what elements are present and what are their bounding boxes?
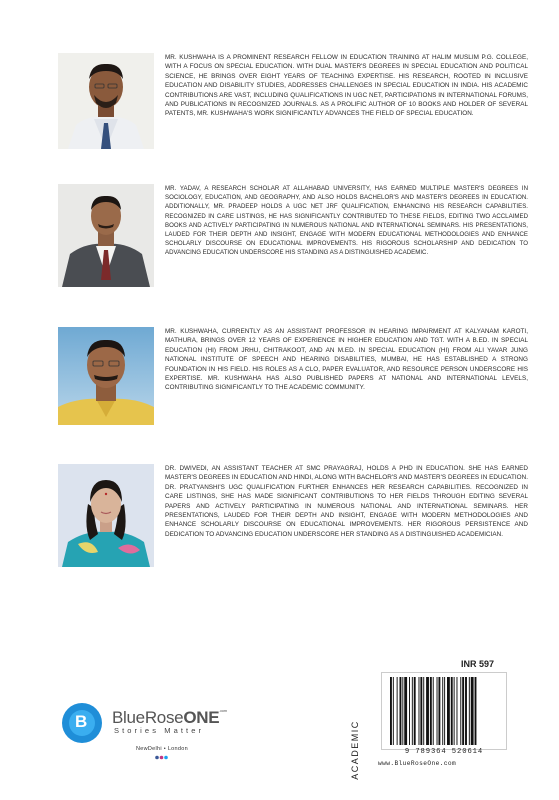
barcode-bar [402,677,403,745]
author-bio-3 [58,327,528,427]
barcode-bar [437,677,438,745]
instagram-icon [160,756,164,760]
publisher-name-part1: BlueRose [112,708,184,727]
author-photo-3 [58,327,154,425]
barcode-bar [442,677,443,745]
barcode-bar [469,677,470,745]
barcode-bar [404,677,407,745]
barcode-bars [388,677,500,745]
publisher-name-suffix: .com [219,708,227,713]
barcode-bar [430,677,432,745]
barcode-bar [423,677,424,745]
author-photo-2 [58,184,154,287]
category-label: ACADEMIC [350,720,360,780]
barcode-bar [420,677,422,745]
barcode-bar [475,677,477,745]
author-bio-text: MR. KUSHWAHA IS A PROMINENT RESEARCH FELLOW IN EDUCATION TRAINING AT HALIM MUSLIM P.G. COLLEGE, WITH A FOCUS ON SPECIAL EDUCATION. WITH DUAL MASTER'S DEGREES IN SPECIAL EDUCATION AND POLITICAL SCIENCE, HE BRINGS OVER EIGHT YEARS OF TEACHING EXPERTISE. HIS RESEARCH, ROOTED IN INCLUSIVE EDUCATION AND DISABILITY STUDIES, ADDRESSES CHALLENGES IN SPECIAL EDUCATION IN INDIA. HIS ACADEMIC CONTRIBUTIONS ARE VAST, INCLUDING QUALIFICATIONS IN UGC NET, PARTICIPATIONS IN INTERNATIONAL FORUMS, AND PUBLICATIONS IN RECOGNIZED JOURNALS. AS A PROLIFIC AUTHOR OF 10 BOOKS AND HOLDER OF SEVERAL PATENTS, MR. KUSHWAHA'S WORK SIGNIFICANTLY ADVANCES THE FIELD OF SPECIAL EDUCATION. [165,54,528,118]
barcode-bar [409,677,410,745]
barcode-bar [454,677,455,745]
barcode-bar [457,677,458,745]
author-bio-2 [58,184,528,292]
barcode-bar [444,677,445,745]
author-bio-4 [58,464,528,568]
publisher-name-part2: ONE [183,708,220,727]
publisher-website: www.BlueRoseOne.com [378,760,457,767]
publisher-logo [62,703,102,743]
author-bio-1 [58,53,528,153]
publisher-tagline: Stories Matter [114,726,205,735]
barcode-bar [390,677,392,745]
barcode-bar [447,677,450,745]
barcode-bar [462,677,464,745]
barcode-bar [433,677,434,745]
price-label: INR 597 [461,659,495,669]
barcode-bar [414,677,416,745]
barcode-bar [397,677,398,745]
isbn-number: 9 789364 520614 [404,748,484,756]
publisher-cities: NewDelhi • London [136,746,188,752]
author-photo-1 [58,53,154,149]
author-bio-text: DR. DWIVEDI, AN ASSISTANT TEACHER AT SMC PRAYAGRAJ, HOLDS A PHD IN EDUCATION. SHE HAS EARNED MASTER'S DEGREES IN EDUCATION AND HINDI, ALONG WITH BACHELOR'S AND MASTER'S DEGREES IN EDUCATION. DR. PRATYANSHI'S UGC QUALIFICATION FURTHER ENHANCES HER RESEARCH CAPABILITIES. RECOGNIZED IN CARE LISTINGS, SHE HAS MADE SIGNIFICANT CONTRIBUTIONS TO HER FIELDS THROUGH EDITING SEVERAL PAPERS AND ACTIVELY PARTICIPATING IN NUMEROUS NATIONAL AND INTERNATIONAL SEMINARS. HER PRESENTATIONS, LAUDED FOR THEIR DEPTH AND INSIGHT, ENGAGE WITH MODERN METHODOLOGIES AND ENHANCE SCHOLARLY DISCOURSE ON EDUCATIONAL IMPROVEMENTS. HER RIGOROUS PERSISTENCE AND DEDICATION TO ADVANCING EDUCATION UNDERSCORE HER STANDING AS A DISTINGUISHED ACADEMICIAN. [165,465,528,538]
barcode-bar [438,677,440,745]
author-bio-text: MR. YADAV, A RESEARCH SCHOLAR AT ALLAHABAD UNIVERSITY, HAS EARNED MULTIPLE MASTER'S DEGREES IN SOCIOLOGY, EDUCATION, AND GEOGRAPHY, AND ALSO HOLDS BACHELOR'S AND MASTER'S DEGREES IN EDUCATION. ADDITIONALLY, MR. PRADEEP HOLDS A UGC NET JRF QUALIFICATION, ENHANCING HIS RESEARCH CAPABILITIES. RECOGNIZED IN CARE LISTINGS, HE HAS SIGNIFICANTLY CONTRIBUTED TO THESE FIELDS, EDITING TWO ACCLAIMED BOOKS AND ACTIVELY PARTICIPATING IN NUMEROUS NATIONAL AND INTERNATIONAL SEMINARS. HIS PRESENTATIONS, LAUDED FOR THEIR DEPTH AND INSIGHT, ENGAGE WITH MODERN EDUCATIONAL METHODOLOGIES AND ENHANCE SCHOLARLY DISCOURSE ON EDUCATIONAL IMPROVEMENTS. HIS RIGOROUS SCHOLARSHIP AND DEDICATION TO ADVANCING EDUCATION UNDERSCORE HIS STANDING AS A DISTINGUISHED ACADEMIC. [165,185,528,257]
barcode-bar [412,677,413,745]
barcode-bar [465,677,467,745]
publisher-name [112,708,227,728]
barcode-bar [460,677,461,745]
barcode-bar [400,677,402,745]
twitter-icon [164,756,168,760]
barcode-bar [471,677,474,745]
social-icons [155,755,171,761]
barcode-bar [451,677,453,745]
barcode-bar [419,677,420,745]
author-photo-4 [58,464,154,567]
isbn-barcode [381,672,507,750]
publisher-logo-letter: B [75,712,88,731]
author-bio-text: MR. KUSHWAHA, CURRENTLY AS AN ASSISTANT PROFESSOR IN HEARING IMPAIRMENT AT KALYANAM KAROTI, MATHURA, BRINGS OVER 12 YEARS OF EXPERIENCE IN HIGHER EDUCATION AND TGT. WITH A B.ED. IN SPECIAL EDUCATION (HI) FROM JRHU, CHITRAKOOT, AND AN M.ED. IN SPECIAL EDUCATION (HI) FROM ALI YAVAR JUNG NATIONAL INSTITUTE OF SPEECH AND HEARING DISABILITIES, MUMBAI, HE HAS ESTABLISHED A STRONG FOUNDATION IN HIS FIELD. HIS ROLES AS A CLO, PAPER EVALUATOR, AND RESOURCE PERSON UNDERSCORE HIS EXPERTISE. MR. KUSHWAHA HAS ALSO PUBLISHED PAPERS AT NATIONAL AND INTERNATIONAL LEVELS, CONTRIBUTING SIGNIFICANTLY TO THE ACADEMIC COMMUNITY. [165,328,528,392]
barcode-bar [393,677,394,745]
facebook-icon [155,756,159,760]
barcode-bar [426,677,429,745]
